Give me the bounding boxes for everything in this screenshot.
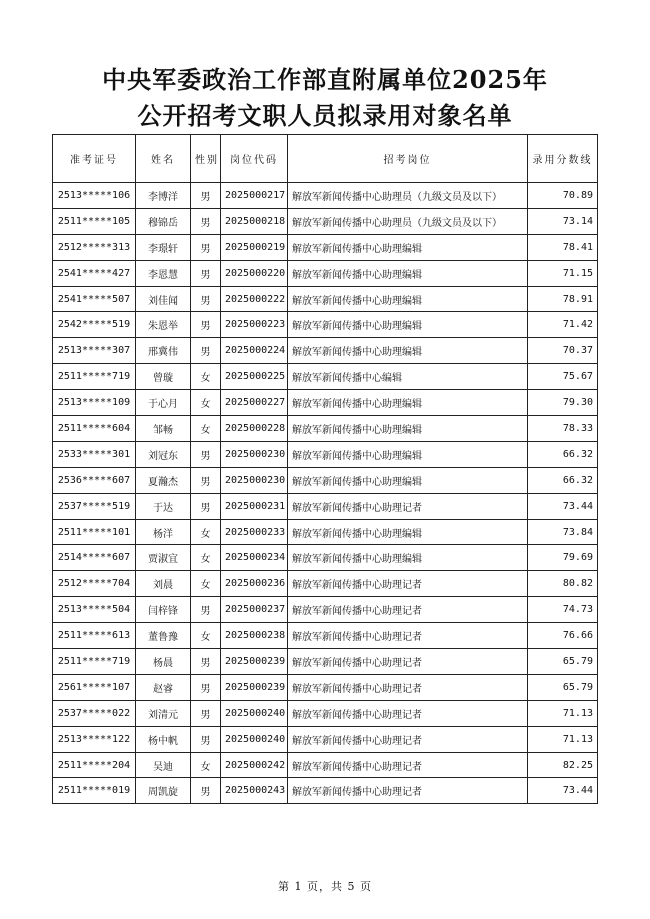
- name-cell: 于心月: [136, 390, 191, 416]
- table-header-row: [53, 135, 598, 183]
- score-cell: 71.13: [528, 700, 598, 726]
- score-cell: 79.30: [528, 390, 598, 416]
- gender-cell: 男: [191, 286, 221, 312]
- exam-id-cell: 2511*****105: [53, 208, 136, 234]
- post-code-cell: 2025000219: [221, 234, 288, 260]
- table-row: [53, 467, 598, 493]
- post-code-cell: 2025000240: [221, 700, 288, 726]
- header-name: 姓名: [136, 135, 191, 183]
- gender-cell: 男: [191, 597, 221, 623]
- table-row: [53, 286, 598, 312]
- post-cell: 解放军新闻传播中心助理记者: [288, 700, 528, 726]
- table-row: [53, 338, 598, 364]
- post-code-cell: 2025000237: [221, 597, 288, 623]
- post-cell: 解放军新闻传播中心助理记者: [288, 674, 528, 700]
- score-cell: 65.79: [528, 649, 598, 675]
- score-cell: 71.15: [528, 260, 598, 286]
- post-cell: 解放军新闻传播中心助理编辑: [288, 312, 528, 338]
- score-cell: 74.73: [528, 597, 598, 623]
- exam-id-cell: 2513*****504: [53, 597, 136, 623]
- post-code-cell: 2025000217: [221, 183, 288, 209]
- score-cell: 78.91: [528, 286, 598, 312]
- exam-id-cell: 2513*****106: [53, 183, 136, 209]
- table-row: [53, 234, 598, 260]
- exam-id-cell: 2541*****427: [53, 260, 136, 286]
- gender-cell: 男: [191, 778, 221, 804]
- post-cell: 解放军新闻传播中心助理编辑: [288, 416, 528, 442]
- table-row: [53, 649, 598, 675]
- exam-id-cell: 2512*****313: [53, 234, 136, 260]
- name-cell: 闫梓锋: [136, 597, 191, 623]
- name-cell: 杨晨: [136, 649, 191, 675]
- gender-cell: 男: [191, 700, 221, 726]
- gender-cell: 女: [191, 623, 221, 649]
- gender-cell: 男: [191, 183, 221, 209]
- post-cell: 解放军新闻传播中心助理编辑: [288, 441, 528, 467]
- exam-id-cell: 2513*****122: [53, 726, 136, 752]
- table-row: [53, 597, 598, 623]
- post-cell: 解放军新闻传播中心助理记者: [288, 752, 528, 778]
- exam-id-cell: 2511*****604: [53, 416, 136, 442]
- exam-id-cell: 2541*****507: [53, 286, 136, 312]
- post-code-cell: 2025000239: [221, 649, 288, 675]
- exam-id-cell: 2512*****704: [53, 571, 136, 597]
- post-cell: 解放军新闻传播中心助理编辑: [288, 545, 528, 571]
- name-cell: 刘晨: [136, 571, 191, 597]
- score-cell: 65.79: [528, 674, 598, 700]
- name-cell: 李恩慧: [136, 260, 191, 286]
- gender-cell: 女: [191, 416, 221, 442]
- post-cell: 解放军新闻传播中心助理员（九级文员及以下）: [288, 183, 528, 209]
- score-cell: 70.89: [528, 183, 598, 209]
- post-cell: 解放军新闻传播中心助理编辑: [288, 234, 528, 260]
- table-row: [53, 364, 598, 390]
- post-cell: 解放军新闻传播中心助理记者: [288, 778, 528, 804]
- post-code-cell: 2025000236: [221, 571, 288, 597]
- post-cell: 解放军新闻传播中心助理记者: [288, 726, 528, 752]
- post-cell: 解放军新闻传播中心助理编辑: [288, 338, 528, 364]
- post-code-cell: 2025000220: [221, 260, 288, 286]
- score-cell: 76.66: [528, 623, 598, 649]
- exam-id-cell: 2561*****107: [53, 674, 136, 700]
- post-cell: 解放军新闻传播中心助理记者: [288, 597, 528, 623]
- gender-cell: 男: [191, 312, 221, 338]
- table-row: [53, 519, 598, 545]
- score-cell: 75.67: [528, 364, 598, 390]
- exam-id-cell: 2511*****719: [53, 364, 136, 390]
- post-code-cell: 2025000243: [221, 778, 288, 804]
- post-code-cell: 2025000230: [221, 441, 288, 467]
- name-cell: 贾淑宜: [136, 545, 191, 571]
- name-cell: 刘清元: [136, 700, 191, 726]
- table-row: [53, 623, 598, 649]
- exam-id-cell: 2542*****519: [53, 312, 136, 338]
- gender-cell: 女: [191, 364, 221, 390]
- name-cell: 李博洋: [136, 183, 191, 209]
- score-cell: 79.69: [528, 545, 598, 571]
- gender-cell: 男: [191, 208, 221, 234]
- table-row: [53, 674, 598, 700]
- exam-id-cell: 2511*****613: [53, 623, 136, 649]
- gender-cell: 女: [191, 390, 221, 416]
- table-row: [53, 312, 598, 338]
- score-cell: 70.37: [528, 338, 598, 364]
- post-code-cell: 2025000242: [221, 752, 288, 778]
- post-code-cell: 2025000227: [221, 390, 288, 416]
- gender-cell: 男: [191, 493, 221, 519]
- name-cell: 曾璇: [136, 364, 191, 390]
- score-cell: 73.44: [528, 778, 598, 804]
- post-code-cell: 2025000222: [221, 286, 288, 312]
- table-body: [53, 183, 598, 804]
- exam-id-cell: 2513*****109: [53, 390, 136, 416]
- exam-id-cell: 2511*****204: [53, 752, 136, 778]
- name-cell: 邢冀伟: [136, 338, 191, 364]
- name-cell: 赵睿: [136, 674, 191, 700]
- page-footer: 第 1 页，共 5 页: [278, 880, 372, 893]
- gender-cell: 男: [191, 441, 221, 467]
- name-cell: 吴迪: [136, 752, 191, 778]
- score-cell: 66.32: [528, 467, 598, 493]
- exam-id-cell: 2514*****607: [53, 545, 136, 571]
- post-cell: 解放军新闻传播中心助理记者: [288, 649, 528, 675]
- post-code-cell: 2025000223: [221, 312, 288, 338]
- table-row: [53, 390, 598, 416]
- table-row: [53, 571, 598, 597]
- name-cell: 穆锦岳: [136, 208, 191, 234]
- post-code-cell: 2025000230: [221, 467, 288, 493]
- name-cell: 邹畅: [136, 416, 191, 442]
- gender-cell: 女: [191, 545, 221, 571]
- post-cell: 解放军新闻传播中心助理记者: [288, 571, 528, 597]
- name-cell: 刘佳闻: [136, 286, 191, 312]
- post-code-cell: 2025000239: [221, 674, 288, 700]
- post-cell: 解放军新闻传播中心助理编辑: [288, 519, 528, 545]
- name-cell: 朱恩举: [136, 312, 191, 338]
- gender-cell: 男: [191, 338, 221, 364]
- name-cell: 周凯旋: [136, 778, 191, 804]
- post-code-cell: 2025000218: [221, 208, 288, 234]
- exam-id-cell: 2513*****307: [53, 338, 136, 364]
- gender-cell: 男: [191, 726, 221, 752]
- score-cell: 71.42: [528, 312, 598, 338]
- post-code-cell: 2025000240: [221, 726, 288, 752]
- table-row: [53, 260, 598, 286]
- name-cell: 董鲁豫: [136, 623, 191, 649]
- gender-cell: 男: [191, 649, 221, 675]
- score-cell: 71.13: [528, 726, 598, 752]
- gender-cell: 男: [191, 234, 221, 260]
- table-row: [53, 726, 598, 752]
- header-score-line: 录用分数线: [528, 135, 598, 183]
- exam-id-cell: 2537*****519: [53, 493, 136, 519]
- score-cell: 66.32: [528, 441, 598, 467]
- exam-id-cell: 2511*****719: [53, 649, 136, 675]
- table-row: [53, 416, 598, 442]
- header-post: 招考岗位: [288, 135, 528, 183]
- gender-cell: 男: [191, 260, 221, 286]
- name-cell: 李璟轩: [136, 234, 191, 260]
- post-code-cell: 2025000224: [221, 338, 288, 364]
- post-cell: 解放军新闻传播中心助理编辑: [288, 286, 528, 312]
- gender-cell: 女: [191, 519, 221, 545]
- exam-id-cell: 2536*****607: [53, 467, 136, 493]
- score-cell: 78.33: [528, 416, 598, 442]
- score-cell: 78.41: [528, 234, 598, 260]
- exam-id-cell: 2533*****301: [53, 441, 136, 467]
- name-cell: 杨中帆: [136, 726, 191, 752]
- table-row: [53, 441, 598, 467]
- table-row: [53, 208, 598, 234]
- header-gender: 性别: [191, 135, 221, 183]
- gender-cell: 女: [191, 752, 221, 778]
- exam-id-cell: 2511*****019: [53, 778, 136, 804]
- exam-id-cell: 2511*****101: [53, 519, 136, 545]
- name-cell: 杨洋: [136, 519, 191, 545]
- post-cell: 解放军新闻传播中心助理编辑: [288, 390, 528, 416]
- table-row: [53, 700, 598, 726]
- table-row: [53, 493, 598, 519]
- post-code-cell: 2025000233: [221, 519, 288, 545]
- post-code-cell: 2025000228: [221, 416, 288, 442]
- post-code-cell: 2025000238: [221, 623, 288, 649]
- gender-cell: 男: [191, 674, 221, 700]
- table-row: [53, 545, 598, 571]
- post-cell: 解放军新闻传播中心助理记者: [288, 623, 528, 649]
- post-code-cell: 2025000231: [221, 493, 288, 519]
- score-cell: 82.25: [528, 752, 598, 778]
- document-title-line1: 中央军委政治工作部直附属单位2025年: [102, 65, 548, 94]
- post-cell: 解放军新闻传播中心助理员（九级文员及以下）: [288, 208, 528, 234]
- score-cell: 73.14: [528, 208, 598, 234]
- candidate-table: [52, 134, 598, 804]
- gender-cell: 女: [191, 571, 221, 597]
- name-cell: 于达: [136, 493, 191, 519]
- post-cell: 解放军新闻传播中心编辑: [288, 364, 528, 390]
- score-cell: 73.44: [528, 493, 598, 519]
- post-code-cell: 2025000225: [221, 364, 288, 390]
- header-exam-id: 准考证号: [53, 135, 136, 183]
- exam-id-cell: 2537*****022: [53, 700, 136, 726]
- table-row: [53, 752, 598, 778]
- document-title-line2: 公开招考文职人员拟录用对象名单: [137, 101, 513, 130]
- header-post-code: 岗位代码: [221, 135, 288, 183]
- name-cell: 刘冠东: [136, 441, 191, 467]
- gender-cell: 男: [191, 467, 221, 493]
- table-row: [53, 778, 598, 804]
- post-cell: 解放军新闻传播中心助理编辑: [288, 467, 528, 493]
- score-cell: 73.84: [528, 519, 598, 545]
- score-cell: 80.82: [528, 571, 598, 597]
- post-cell: 解放军新闻传播中心助理记者: [288, 493, 528, 519]
- post-cell: 解放军新闻传播中心助理编辑: [288, 260, 528, 286]
- post-code-cell: 2025000234: [221, 545, 288, 571]
- name-cell: 夏瀚杰: [136, 467, 191, 493]
- table-header: [53, 135, 598, 183]
- table-row: [53, 183, 598, 209]
